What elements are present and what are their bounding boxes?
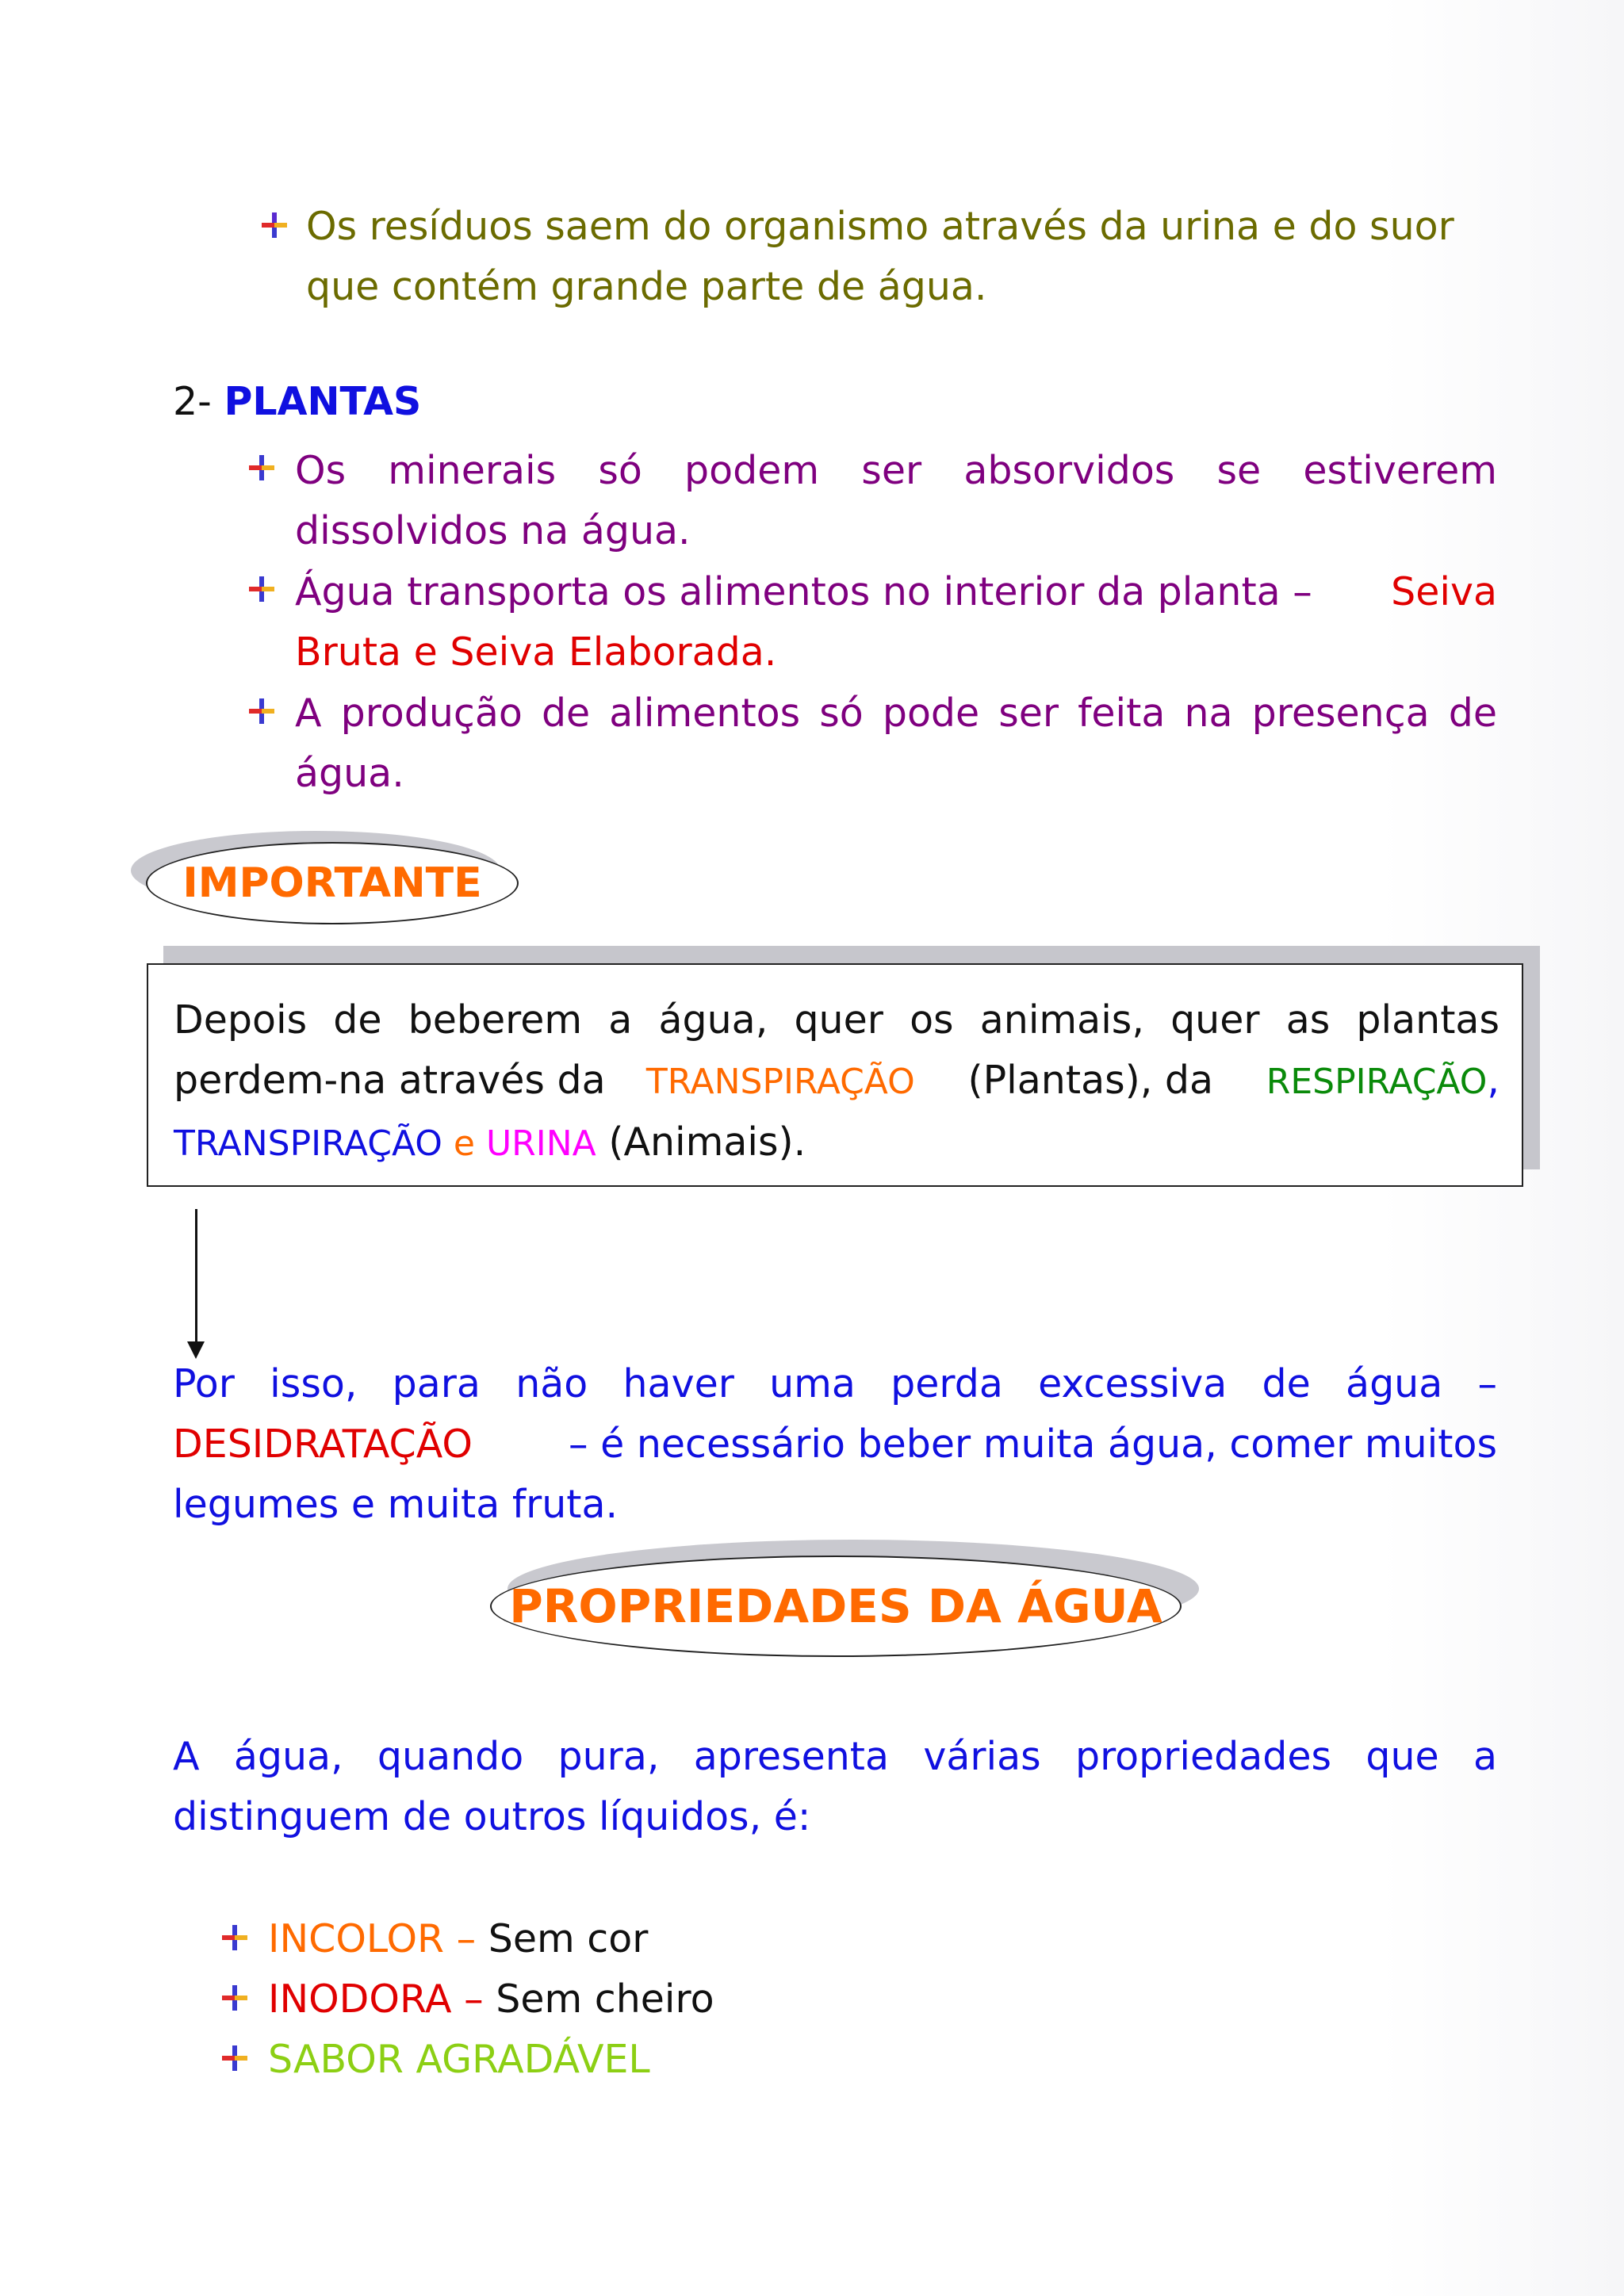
important-line2-start: perdem-na através da <box>174 1058 606 1103</box>
property-item-sabor <box>268 2030 650 2090</box>
cross-arrow-bullet-icon <box>219 1982 251 2014</box>
conclusion-line1: Por isso, para não haver uma perda excessiva de água – <box>173 1361 1497 1406</box>
important-box <box>147 963 1523 1187</box>
important-line3 <box>174 1112 1500 1174</box>
properties-oval <box>490 1556 1182 1657</box>
section-number: 2- <box>173 379 224 424</box>
properties-title: PROPRIEDADES DA ÁGUA <box>509 1579 1162 1633</box>
plant-bullet-2 <box>295 562 1497 683</box>
cross-arrow-bullet-icon <box>219 1922 251 1954</box>
urina: URINA <box>485 1123 596 1164</box>
seiva-label: Seiva <box>1391 569 1497 614</box>
properties-intro <box>173 1727 1497 1847</box>
seiva-types: Bruta e Seiva Elaborada. <box>295 629 777 675</box>
important-line2 <box>174 1050 1500 1112</box>
conclusion-text <box>173 1354 1497 1535</box>
intro-bullet-line2: que contém grande parte de água. <box>306 264 987 309</box>
important-line2-mid: (Plantas), da <box>955 1058 1226 1103</box>
section-title: PLANTAS <box>224 379 422 424</box>
desidratacao: DESIDRATAÇÃO <box>173 1422 473 1467</box>
plant-bullet-1-line1: Os minerais só podem ser absorvidos se estiverem <box>295 448 1497 493</box>
cross-arrow-bullet-icon <box>246 573 278 605</box>
intro-bullet-line1: Os resíduos saem do organismo através da urina e do suor <box>306 204 1454 249</box>
property-term-incolor: INCOLOR – <box>268 1916 488 1961</box>
conclusion-line2-rest: – é necessário beber muita água, comer muitos <box>556 1422 1497 1467</box>
important-line3-end: (Animais). <box>596 1119 806 1165</box>
cross-arrow-bullet-icon <box>259 209 290 241</box>
transpiracao-animais: TRANSPIRAÇÃO <box>174 1123 442 1164</box>
intro-bullet-text <box>306 197 1496 317</box>
cross-arrow-bullet-icon <box>246 695 278 727</box>
cross-arrow-bullet-icon <box>246 452 278 484</box>
important-line1: Depois de beberem a água, quer os animais, quer as plantas <box>174 997 1500 1043</box>
plant-bullet-3-line1: A produção de alimentos só pode ser feita na presença de <box>295 691 1497 736</box>
section-heading <box>173 379 421 424</box>
plant-bullet-3-line2: água. <box>295 751 404 796</box>
property-term-sabor: SABOR AGRADÁVEL <box>268 2037 650 2082</box>
important-oval <box>146 842 519 924</box>
plant-bullet-2-line1 <box>295 562 1497 622</box>
conclusion-line2 <box>173 1414 1497 1475</box>
plant-bullet-3 <box>295 683 1497 804</box>
property-desc-inodora: Sem cheiro <box>496 1976 714 2022</box>
conclusion-line3: legumes e muita fruta. <box>173 1482 619 1527</box>
transpiracao-plantas: TRANSPIRAÇÃO <box>645 1062 915 1102</box>
respiracao: RESPIRAÇÃO <box>1266 1062 1488 1102</box>
plant-bullet-1 <box>295 441 1497 561</box>
properties-intro-line2: distinguem de outros líquidos, é: <box>173 1794 811 1839</box>
property-item-incolor <box>268 1909 648 1969</box>
property-term-inodora: INODORA – <box>268 1976 496 2022</box>
important-label: IMPORTANTE <box>182 859 482 907</box>
plant-bullet-1-line2: dissolvidos na água. <box>295 508 691 553</box>
important-text <box>174 990 1500 1174</box>
properties-intro-line1: A água, quando pura, apresenta várias propriedades que a <box>173 1734 1497 1779</box>
property-item-inodora <box>268 1969 714 2030</box>
comma: , <box>1487 1058 1500 1103</box>
cross-arrow-bullet-icon <box>219 2042 251 2074</box>
plant-bullet-2-text: Água transporta os alimentos no interior da planta – <box>295 569 1312 614</box>
property-desc-incolor: Sem cor <box>488 1916 649 1961</box>
conjunction-e: e <box>442 1123 486 1164</box>
